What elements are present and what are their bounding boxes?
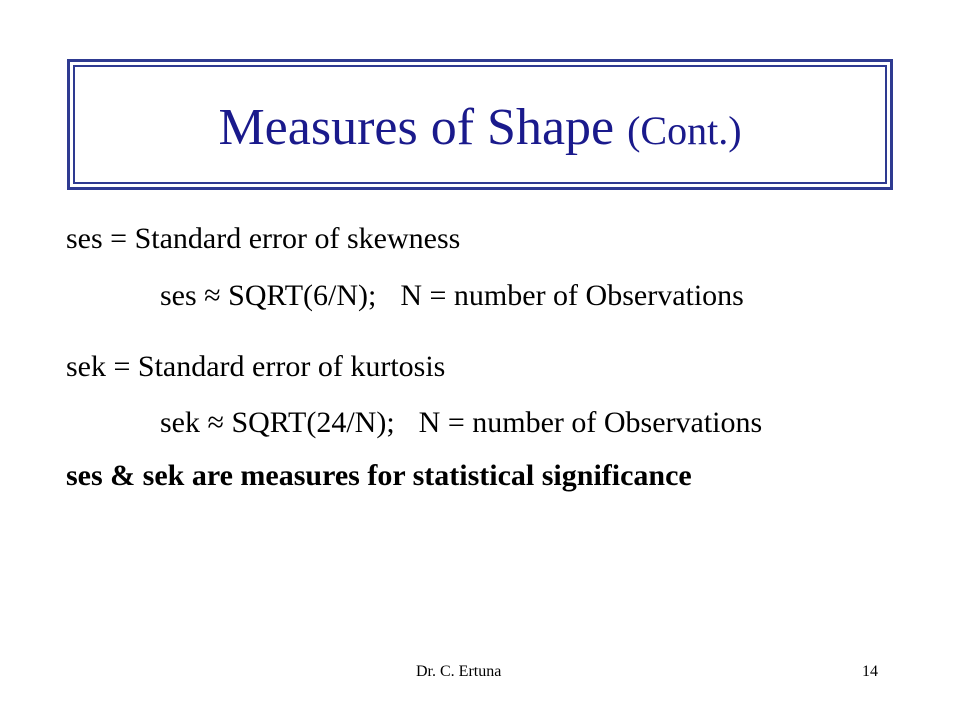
- sek-formula-line: [160, 408, 762, 438]
- slide-title: [218, 98, 742, 156]
- sek-note: N = number of Observations: [418, 406, 763, 439]
- ses-formula: ses ≈ SQRT(6/N);: [160, 279, 377, 312]
- slide-title-suffix: (Cont.): [627, 107, 742, 153]
- title-box: [67, 59, 893, 190]
- slide-title-main: Measures of Shape: [218, 98, 615, 156]
- significance-statement: ses & sek are measures for statistical significance: [66, 459, 692, 492]
- sek-definition: sek = Standard error of kurtosis: [66, 350, 446, 383]
- ses-formula-line: [160, 281, 744, 311]
- sek-formula: sek ≈ SQRT(24/N);: [160, 406, 395, 439]
- footer-author: Dr. C. Ertuna: [416, 663, 502, 680]
- page-number: 14: [862, 663, 878, 680]
- title-box-inner: [73, 65, 887, 184]
- ses-definition: ses = Standard error of skewness: [66, 222, 461, 255]
- ses-note: N = number of Observations: [400, 279, 744, 312]
